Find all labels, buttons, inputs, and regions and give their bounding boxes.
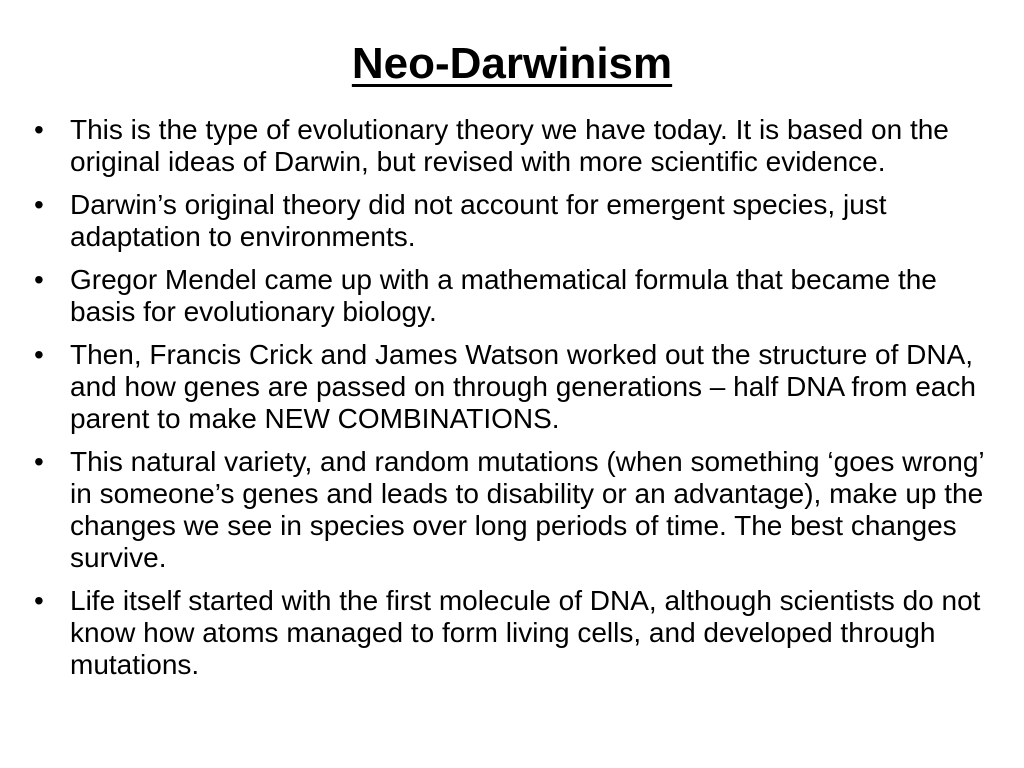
bullet-item [34, 264, 996, 328]
bullet-text: Darwin’s original theory did not account for emergent species, just adaptation to environments. [70, 189, 887, 252]
bullet-text: This natural variety, and random mutations (when something ‘goes wrong’ in someone’s genes and leads to disability or an advantage), make up the changes we see in species over long periods of time. The best changes survive. [70, 446, 984, 573]
bullet-icon: • [34, 189, 44, 220]
bullet-list [34, 114, 996, 692]
bullet-icon: • [34, 339, 44, 370]
bullet-item [34, 189, 996, 253]
bullet-item [34, 114, 996, 178]
bullet-text: Then, Francis Crick and James Watson worked out the structure of DNA, and how genes are passed on through generations – half DNA from each parent to make NEW COMBINATIONS. [70, 339, 976, 434]
bullet-icon: • [34, 446, 44, 477]
bullet-icon: • [34, 114, 44, 145]
bullet-icon: • [34, 264, 44, 295]
bullet-icon: • [34, 585, 44, 616]
bullet-item [34, 446, 996, 574]
bullet-text: This is the type of evolutionary theory we have today. It is based on the original ideas of Darwin, but revised with more scientific evidence. [70, 114, 949, 177]
slide-title-text: Neo-Darwinism [351, 39, 673, 88]
bullet-item [34, 339, 996, 435]
bullet-text: Gregor Mendel came up with a mathematical formula that became the basis for evolutionary biology. [70, 264, 937, 327]
bullet-item [34, 585, 996, 681]
slide-title [0, 38, 1024, 90]
bullet-text: Life itself started with the first molecule of DNA, although scientists do not know how atoms managed to form living cells, and developed through mutations. [70, 585, 981, 680]
